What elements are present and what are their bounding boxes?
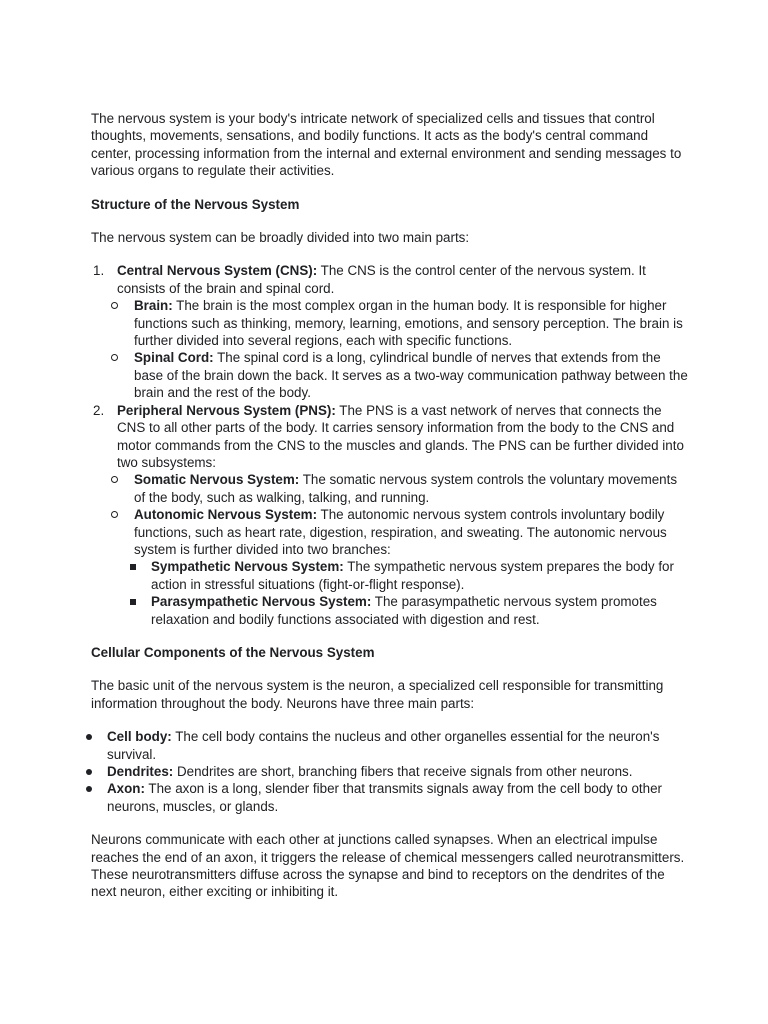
numbered-list [91,262,691,628]
item-text: The somatic nervous system controls the voluntary movements of the body, such as walking, talking, and running. [134,472,678,505]
intro-paragraph: The nervous system is your body's intricate network of specialized cells and tissues that control thoughts, movements, sensations, and bodily functions. It acts as the body's central command center, processing information from the internal and external environment and sending messages to various organs to regulate their activities. [91,111,682,179]
item-text: The spinal cord is a long, cylindrical bundle of nerves that extends from the base of the brain down the back. It serves as a two-way communication pathway between the brain and the rest of the body. [134,350,688,401]
item-text: The autonomic nervous system controls involuntary bodily functions, such as heart rate, digestion, respiration, and sweating. The autonomic nervous system is further divided into two branches: [134,507,667,557]
item-label: Somatic Nervous System: [134,472,300,488]
circle-bullet-icon [111,302,118,309]
structure-lead: The nervous system can be broadly divided into two main parts: [91,230,470,246]
section-heading-structure: Structure of the Nervous System [91,196,300,212]
square-bullet-icon [130,564,136,570]
square-bullet-icon [130,599,136,605]
item-text: The CNS is the control center of the nervous system. It consists of the brain and spinal cord. [117,263,646,296]
item-text: The axon is a long, slender fiber that transmits signals away from the cell body to other neurons, muscles, or glands. [107,781,662,814]
item-text: The brain is the most complex organ in the human body. It is responsible for higher functions such as thinking, memory, learning, emotions, and sensory perception. The brain is further divided into several regions, each with specific functions. [134,298,683,349]
list-item-cell-body [91,728,691,763]
item-label: Spinal Cord: [134,350,214,366]
disc-bullet-icon [86,769,92,775]
document-body [91,110,691,901]
sub-sub-item-sympathetic [91,558,691,593]
item-label: Sympathetic Nervous System: [151,559,344,575]
sub-item-brain [91,297,691,349]
section-heading-cellular: Cellular Components of the Nervous System [91,644,375,660]
circle-bullet-icon [111,354,118,361]
list-item-cns [91,262,691,297]
item-label: Autonomic Nervous System: [134,507,318,523]
closing-paragraph: Neurons communicate with each other at junctions called synapses. When an electrical impulse reaches the end of an axon, it triggers the release of chemical messengers called neurotransmitters. These neurotransmitters diffuse across the synapse and bind to receptors on the dendrites of the next neuron, either exciting or inhibiting it. [91,832,685,900]
item-label: Axon: [107,781,145,797]
list-item-pns [91,402,691,472]
list-number: 2. [93,402,105,418]
sub-item-somatic [91,471,691,506]
item-label: Central Nervous System (CNS): [117,263,318,279]
sub-item-autonomic [91,506,691,558]
item-label: Dendrites: [107,764,174,779]
list-item-axon [91,780,691,815]
item-text: The sympathetic nervous system prepares the body for action in stressful situations (fight-or-flight response). [151,559,674,592]
list-item-dendrites [91,763,691,780]
item-label: Parasympathetic Nervous System: [151,594,372,610]
disc-bullet-icon [86,734,92,740]
bullet-list [91,728,691,815]
item-text: The PNS is a vast network of nerves that connects the CNS to all other parts of the body. It carries sensory information from the body to the CNS and motor commands from the CNS to the muscles and glands. The PNS can be further divided into two subsystems: [117,402,684,470]
item-text: The parasympathetic nervous system promotes relaxation and bodily functions associated with digestion and rest. [151,594,657,627]
item-label: Peripheral Nervous System (PNS): [117,402,336,418]
item-text: The cell body contains the nucleus and other organelles essential for the neuron's survival. [107,729,660,762]
list-number: 1. [93,263,105,279]
item-text: Dendrites are short, branching fibers that receive signals from other neurons. [173,764,633,779]
cellular-lead: The basic unit of the nervous system is the neuron, a specialized cell responsible for transmitting information throughout the body. Neurons have three main parts: [91,678,664,711]
sub-sub-item-parasympathetic [91,593,691,628]
item-label: Brain: [134,298,173,314]
item-label: Cell body: [107,729,172,745]
circle-bullet-icon [111,511,118,518]
circle-bullet-icon [111,476,118,483]
disc-bullet-icon [86,786,92,792]
sub-item-spinal-cord [91,349,691,401]
